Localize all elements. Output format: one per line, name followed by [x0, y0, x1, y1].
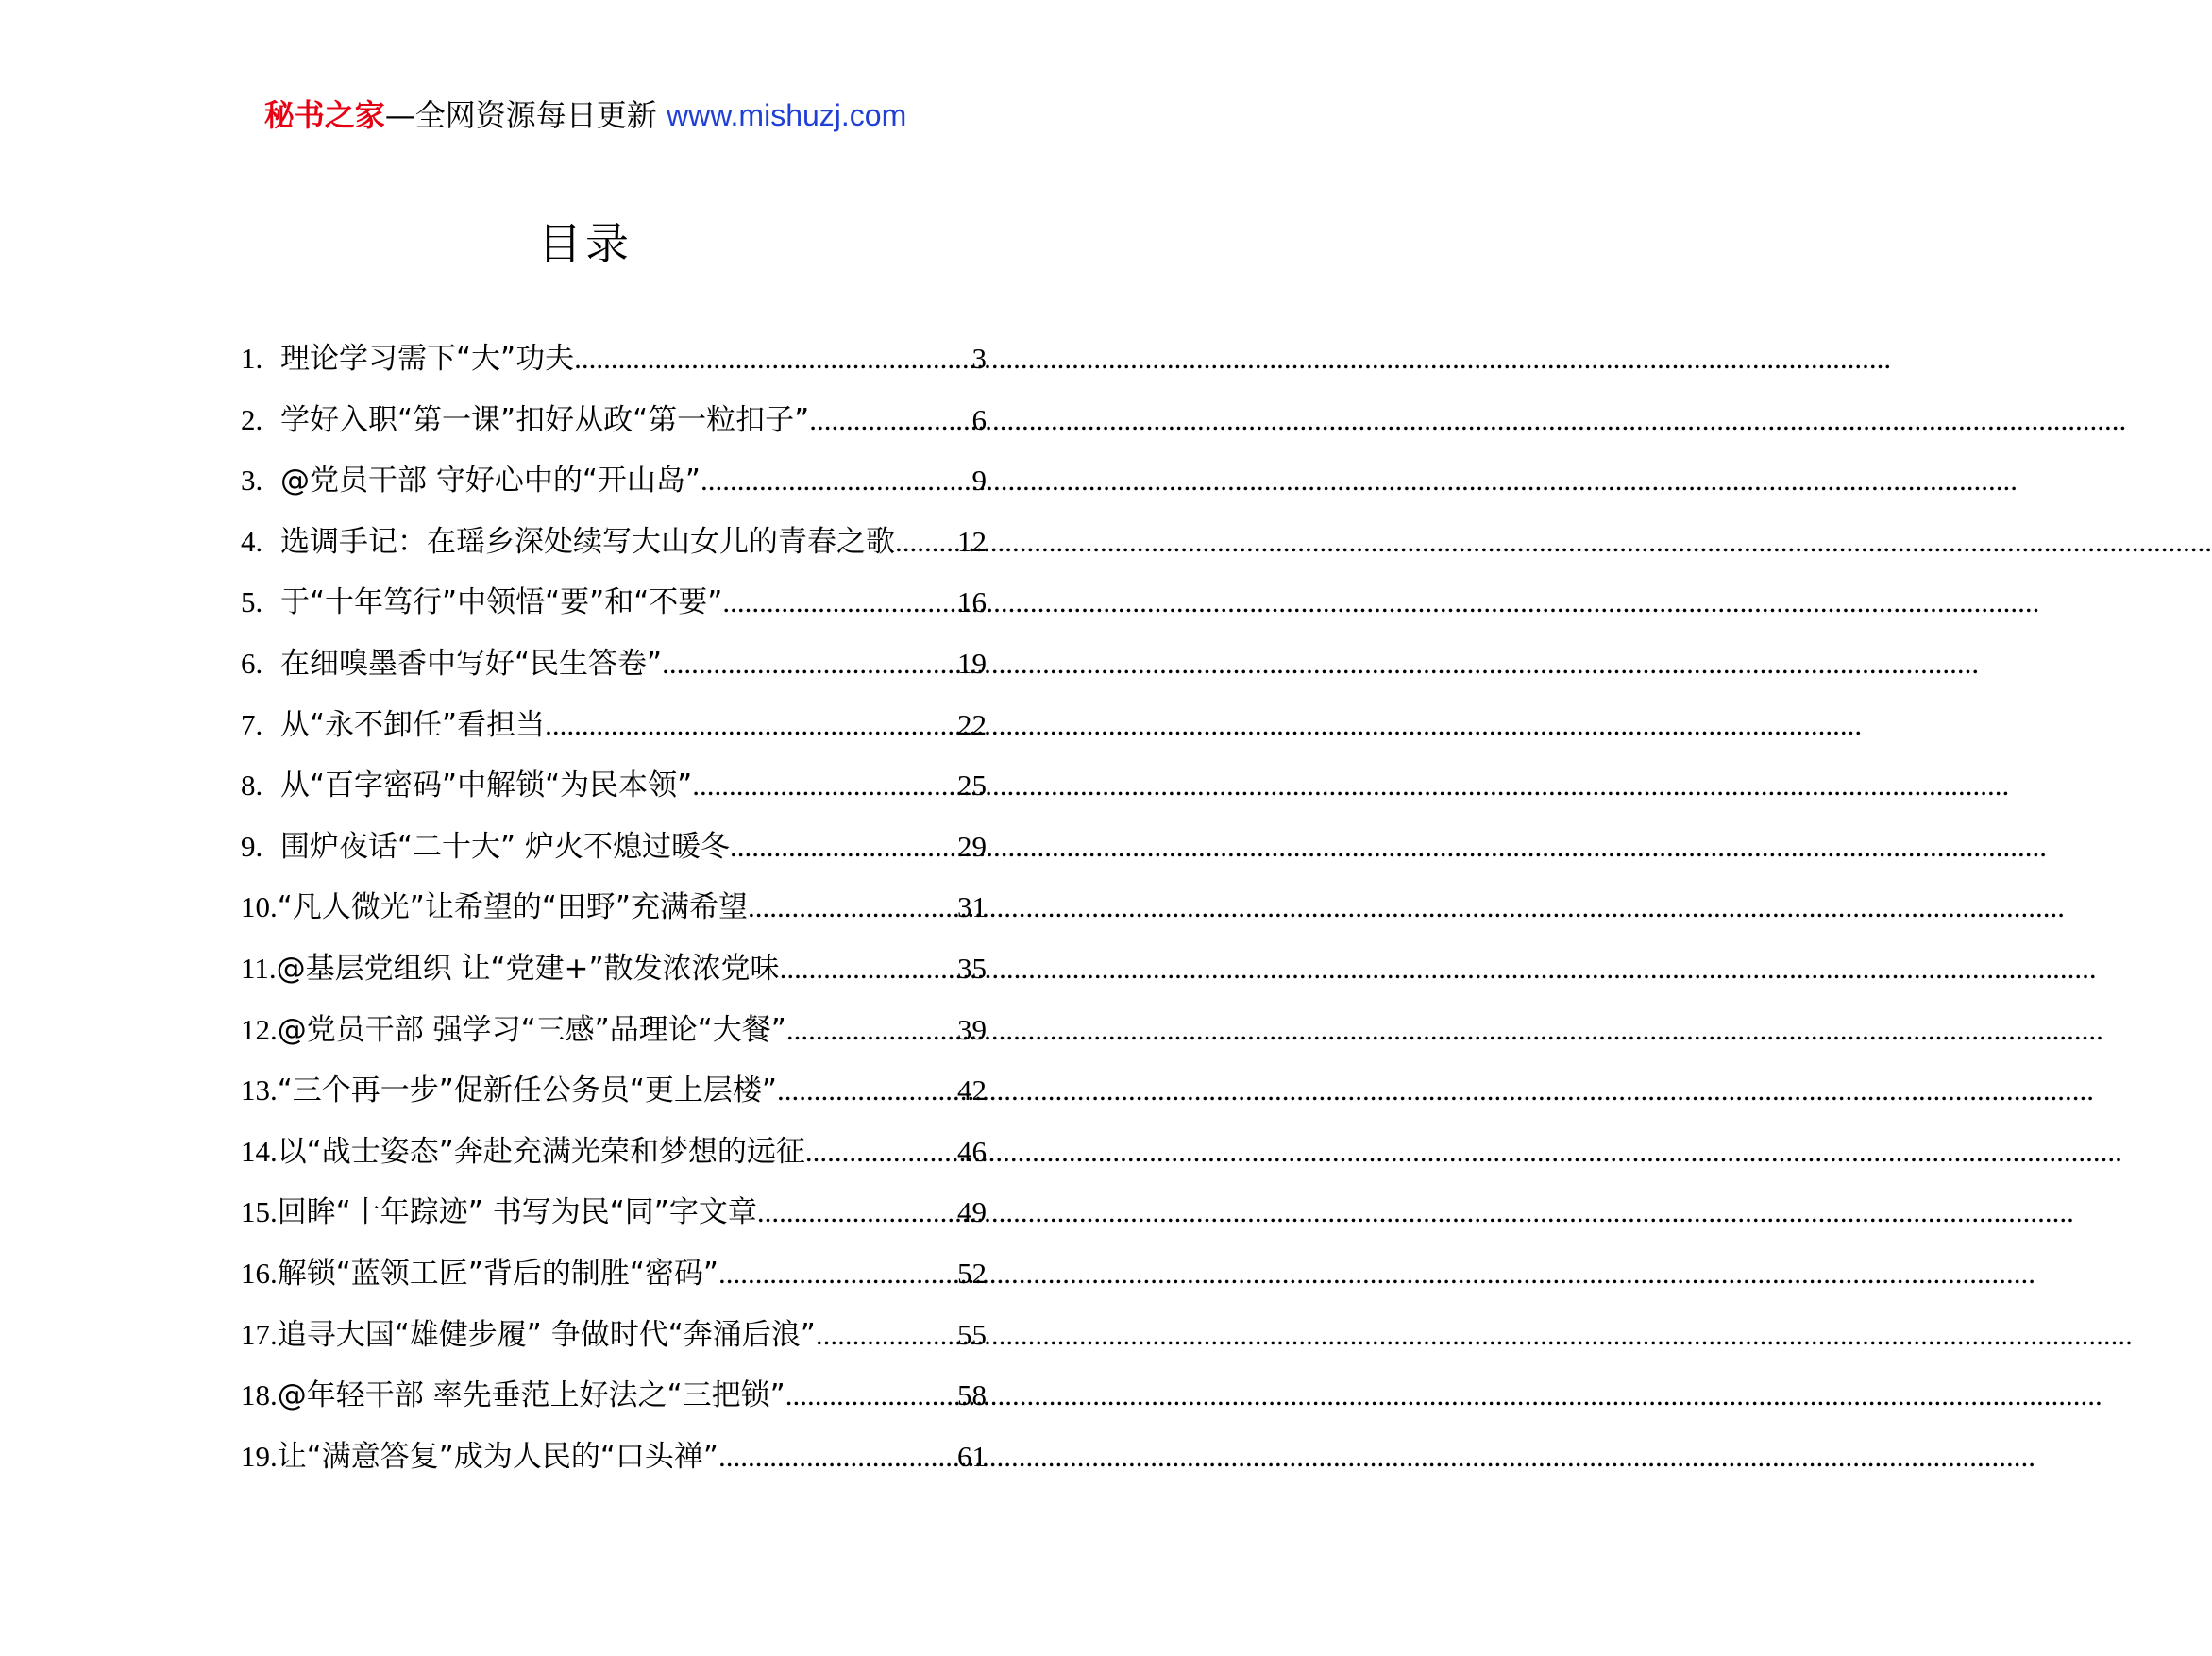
toc-item-19[interactable] — [241, 1436, 987, 1497]
toc-leader — [757, 1191, 957, 1233]
toc-number: 15. — [241, 1195, 278, 1229]
toc-title: 回眸“十年踪迹” 书写为民“同”字文章 — [277, 1195, 757, 1230]
toc-title: “凡人微光”让希望的“田野”充满希望 — [277, 890, 748, 925]
toc-leader — [785, 1375, 957, 1416]
toc-leader — [574, 338, 971, 380]
toc-item-6[interactable] — [241, 643, 987, 704]
toc-number: 16. — [241, 1256, 278, 1290]
toc-title: 解锁“蓝领工匠”背后的制胜“密码” — [277, 1256, 718, 1291]
toc-leader — [805, 1131, 957, 1173]
toc-title: 选调手记：在瑶乡深处续写大山女儿的青春之歌 — [280, 524, 895, 559]
toc-page-number: 42 — [957, 1073, 987, 1107]
toc-item-8[interactable] — [241, 765, 987, 826]
toc-title: @年轻干部 率先垂范上好法之“三把锁” — [277, 1378, 785, 1413]
toc-leader — [701, 460, 972, 501]
toc-title: 学好入职“第一课”扣好从政“第一粒扣子” — [280, 402, 810, 437]
toc-page-number: 49 — [957, 1195, 987, 1229]
toc-leader — [722, 582, 957, 623]
toc-leader — [786, 1009, 957, 1051]
toc-page-number: 52 — [957, 1256, 987, 1290]
toc-page-number: 22 — [957, 707, 987, 741]
brand-name: 秘书之家 — [263, 97, 385, 133]
toc-title: 于“十年笃行”中领悟“要”和“不要” — [280, 585, 723, 620]
toc-number: 1. — [241, 342, 263, 375]
toc-page-number: 39 — [957, 1012, 987, 1046]
toc-number: 19. — [241, 1439, 278, 1473]
toc-item-4[interactable] — [241, 521, 987, 583]
page-header — [0, 94, 1171, 136]
toc-title: 围炉夜话“二十大” 炉火不熄过暖冬 — [280, 829, 730, 864]
toc-item-15[interactable] — [241, 1191, 987, 1253]
toc-title: 追寻大国“雄健步履” 争做时代“奔涌后浪” — [277, 1317, 816, 1352]
toc-page-number: 58 — [957, 1378, 987, 1412]
toc-page-number: 46 — [957, 1134, 987, 1168]
toc-leader — [777, 1070, 957, 1111]
toc-number: 11. — [241, 951, 277, 985]
toc-page-number: 55 — [957, 1317, 987, 1351]
toc-number: 6. — [241, 646, 263, 680]
toc-item-11[interactable] — [241, 948, 987, 1009]
toc-number: 2. — [241, 402, 263, 436]
toc-number: 5. — [241, 585, 263, 619]
toc-page-number: 25 — [957, 769, 987, 803]
toc-number: 18. — [241, 1378, 278, 1412]
toc-page-number: 61 — [957, 1439, 987, 1473]
toc-title: @基层党组织 让“党建+”散发浓浓党味 — [276, 951, 780, 986]
toc-leader — [545, 704, 957, 746]
toc-item-12[interactable] — [241, 1009, 987, 1071]
toc-leader — [748, 887, 957, 928]
toc-number: 8. — [241, 769, 263, 803]
toc-item-18[interactable] — [241, 1375, 987, 1436]
toc-title: @党员干部 守好心中的“开山岛” — [280, 464, 701, 498]
toc-number: 10. — [241, 890, 278, 924]
toc-number: 12. — [241, 1012, 278, 1046]
toc-number: 4. — [241, 524, 263, 558]
header-url-link[interactable]: www.mishuzj.com — [666, 98, 907, 132]
toc-leader — [816, 1314, 957, 1356]
toc-item-16[interactable] — [241, 1253, 987, 1314]
toc-leader — [718, 1436, 957, 1478]
toc-title: 让“满意答复”成为人民的“口头禅” — [277, 1439, 718, 1474]
toc-title: 从“百字密码”中解锁“为民本领” — [280, 769, 693, 803]
table-of-contents — [241, 338, 987, 1496]
toc-page-number: 12 — [957, 524, 987, 558]
toc-page-number: 16 — [957, 585, 987, 619]
toc-number: 17. — [241, 1317, 278, 1351]
toc-item-13[interactable] — [241, 1070, 987, 1131]
toc-page-number: 9 — [971, 464, 987, 498]
toc-leader — [895, 521, 957, 563]
page-title: 目录 — [538, 218, 633, 269]
toc-item-9[interactable] — [241, 826, 987, 887]
toc-page-number: 35 — [957, 951, 987, 985]
toc-item-1[interactable] — [241, 338, 987, 399]
toc-page-number: 6 — [971, 402, 987, 436]
toc-leader — [730, 826, 957, 868]
toc-item-2[interactable] — [241, 399, 987, 461]
toc-title: 以“战士姿态”奔赴充满光荣和梦想的远征 — [277, 1134, 805, 1169]
toc-page-number: 19 — [957, 646, 987, 680]
toc-title: “三个再一步”促新任公务员“更上层楼” — [277, 1073, 777, 1108]
toc-title: 从“永不卸任”看担当 — [280, 707, 546, 742]
toc-item-7[interactable] — [241, 704, 987, 766]
toc-leader — [662, 643, 957, 684]
toc-leader — [692, 765, 957, 806]
toc-item-10[interactable] — [241, 887, 987, 948]
toc-number: 13. — [241, 1073, 278, 1107]
toc-leader — [809, 399, 971, 441]
toc-number: 3. — [241, 464, 263, 498]
toc-title: @党员干部 强学习“三感”品理论“大餐” — [277, 1012, 786, 1047]
toc-number: 9. — [241, 829, 263, 863]
toc-page-number: 29 — [957, 829, 987, 863]
toc-page-number: 3 — [971, 342, 987, 375]
toc-title: 在细嗅墨香中写好“民生答卷” — [280, 646, 663, 681]
toc-number: 7. — [241, 707, 263, 741]
toc-item-3[interactable] — [241, 460, 987, 521]
toc-item-14[interactable] — [241, 1131, 987, 1192]
toc-page-number: 31 — [957, 890, 987, 924]
toc-title: 理论学习需下“大”功夫 — [280, 342, 575, 376]
toc-leader — [780, 948, 957, 989]
toc-number: 14. — [241, 1134, 278, 1168]
toc-item-17[interactable] — [241, 1314, 987, 1376]
toc-item-5[interactable] — [241, 582, 987, 643]
header-tagline: —全网资源每日更新 — [384, 97, 657, 133]
toc-leader — [718, 1253, 957, 1294]
